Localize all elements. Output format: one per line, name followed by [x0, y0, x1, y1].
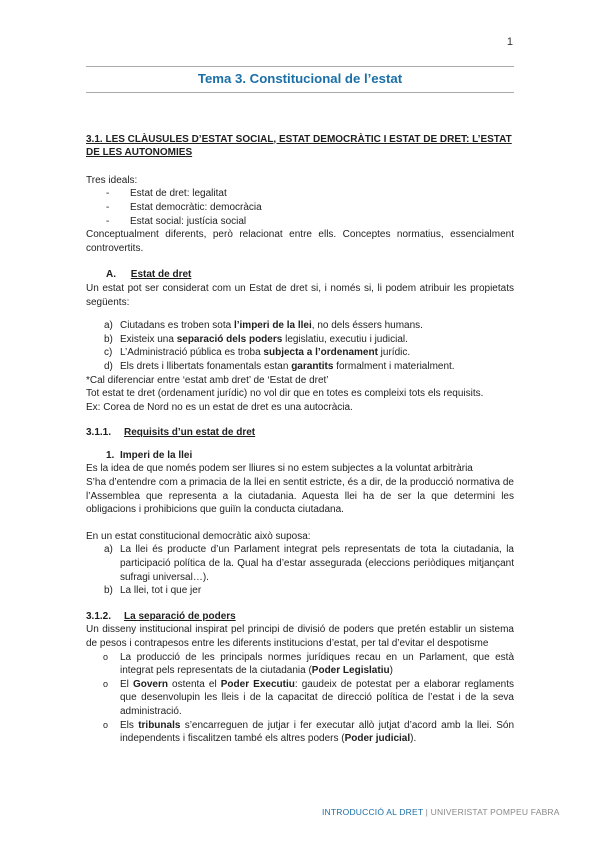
- list-marker: a): [104, 320, 113, 332]
- section-heading-line1: 3.1. LES CLÀUSULES D’ESTAT SOCIAL, ESTAT DEMOCRÀTIC I ESTAT DE DRET: L’ESTAT: [86, 133, 512, 145]
- footer-university: UNIVERISTAT POMPEU FABRA: [430, 807, 560, 817]
- page-footer: [322, 806, 581, 820]
- heading-number: 3.1.1.: [86, 427, 112, 439]
- item-text: La producció de les principals normes jurídiques recau en un Parlament, que està integrat pels representats de la ciutadania (: [120, 651, 514, 677]
- item-bold: l’imperi de la llei: [233, 320, 312, 332]
- heading-label: Requisits d’un estat de dret: [124, 427, 256, 439]
- heading-label: La separació de poders: [124, 610, 236, 622]
- list-marker: b): [104, 333, 113, 345]
- subsection-label: Estat de dret: [130, 269, 192, 281]
- item-text: s’encarreguen de jutjar i fer executar allò jutjat d’acord amb la llei. Són independents i fiscalitzen també els altres poders (: [120, 719, 515, 745]
- suposa-paragraph: En un estat constitucional democràtic això suposa:: [86, 530, 311, 542]
- item-text: ostenta el: [167, 678, 221, 690]
- item-text: formalment i materialment.: [333, 360, 455, 372]
- list-item: [86, 543, 514, 584]
- properties-list: [86, 319, 514, 373]
- primacia-paragraph: S’ha d’entendre com a primacia de la llei en sentit estricte, és a dir, de la producció normativa de l’Assemblea que representa a la ciutadania. Aquesta llei ha de ser la que determini les obligacions i prohibicions que guiïn la conducta ciutadana.: [86, 477, 514, 516]
- ideals-intro: Tres ideals:: [86, 174, 138, 186]
- note-line: Tot estat te dret (ordenament jurídic) no vol dir que en totes es compleixi tots els requisits.: [86, 388, 484, 400]
- item-text: Els drets i llibertats fonamentals estan: [120, 360, 292, 372]
- footer-separator: |: [423, 807, 431, 817]
- list-item: [86, 360, 514, 374]
- list-marker: b): [104, 585, 113, 597]
- list-marker: c): [104, 347, 113, 359]
- suposa-list: [86, 543, 514, 597]
- item-text: jurídic.: [377, 347, 411, 359]
- item-bold: separació dels poders: [176, 333, 283, 345]
- list-item: [86, 719, 514, 746]
- note-line: *Cal diferenciar entre ‘estat amb dret’ de ‘Estat de dret’: [86, 374, 329, 386]
- list-marker: d): [104, 360, 113, 372]
- list-item: - Estat democràtic: democràcia: [106, 201, 514, 215]
- list-item: - Estat de dret: legalitat: [106, 187, 514, 201]
- list-item: [86, 651, 514, 678]
- page-number: 1: [506, 36, 513, 48]
- list-item: [86, 346, 514, 360]
- list-item: [86, 584, 514, 598]
- list-item: [86, 319, 514, 333]
- item-text: L’Administració pública es troba: [120, 347, 264, 359]
- item-bold: Poder judicial: [344, 733, 411, 745]
- item-text: : gaudeix de potestat per a elaborar reglaments que desenvolupin les lleis i de la capacitat de direcció política de l’estat i de la seva administració.: [120, 678, 514, 717]
- list-marker: a): [104, 544, 113, 556]
- imperi-label: Imperi de la llei: [120, 449, 193, 461]
- list-item: [86, 333, 514, 347]
- item-text: Els: [120, 719, 139, 731]
- subsection-letter: A.: [106, 269, 116, 281]
- list-item: [86, 678, 514, 719]
- estat-dret-paragraph: Un estat pot ser considerat com un Estat de dret si, i només si, li podem atribuir les propietats següents:: [86, 282, 514, 308]
- item-text: Existeix una: [120, 333, 177, 345]
- note-line: Ex: Corea de Nord no es un estat de dret es una autocràcia.: [86, 401, 353, 413]
- heading-number: 3.1.2.: [86, 610, 112, 622]
- list-item: - Estat social: justícia social: [106, 215, 514, 229]
- subsection-heading: [86, 268, 514, 282]
- item-bold: Poder Executiu: [220, 678, 295, 690]
- document-body: [86, 66, 514, 746]
- item-text: La llei és producte d’un Parlament integrat pels representats de tota la ciutadania, la participació política de la. Qual ha d’estar assegurada (eleccions periòdiques mitjançant sufragi universal…).: [120, 544, 514, 583]
- poders-list: [86, 651, 514, 746]
- document-title: Tema 3. Constitucional de l’estat: [86, 66, 514, 93]
- ideals-list: [106, 187, 514, 228]
- item-text: La llei, tot i que jer: [120, 585, 202, 597]
- item-bold: subjecta a l’ordenament: [263, 347, 378, 359]
- separacio-heading: [86, 610, 514, 624]
- requisits-heading: [86, 426, 514, 440]
- item-text: ): [389, 665, 393, 677]
- item-text: ).: [410, 733, 417, 745]
- item-bold: tribunals: [138, 719, 181, 731]
- section-heading: [86, 133, 514, 160]
- section-heading-line2: DE LES AUTONOMIES: [86, 147, 193, 159]
- imperi-paragraph: Es la idea de que només podem ser lliures si no estem subjectes a la voluntat arbitrària: [86, 463, 473, 475]
- item-bold: Govern: [132, 678, 168, 690]
- item-bold: garantits: [291, 360, 334, 372]
- list-marker: 1.: [106, 449, 115, 461]
- footer-course: INTRODUCCIÓ AL DRET: [322, 807, 424, 817]
- item-bold: Poder Legislatiu: [311, 665, 390, 677]
- imperi-heading: [86, 449, 514, 463]
- item-text: legislatiu, executiu i judicial.: [282, 333, 408, 345]
- item-text: Ciutadans es troben sota: [120, 320, 234, 332]
- concept-paragraph: Conceptualment diferents, però relacionat entre ells. Conceptes normatius, essencialment controvertits.: [86, 229, 514, 254]
- item-text: El: [120, 678, 133, 690]
- separacio-paragraph: Un disseny institucional inspirat pel principi de divisió de poders que pretén establir un sistema de pesos i contrapesos entre les diferents institucions d’estat, per tal d’evitar el despotisme: [86, 624, 514, 649]
- item-text: , no dels éssers humans.: [311, 320, 423, 332]
